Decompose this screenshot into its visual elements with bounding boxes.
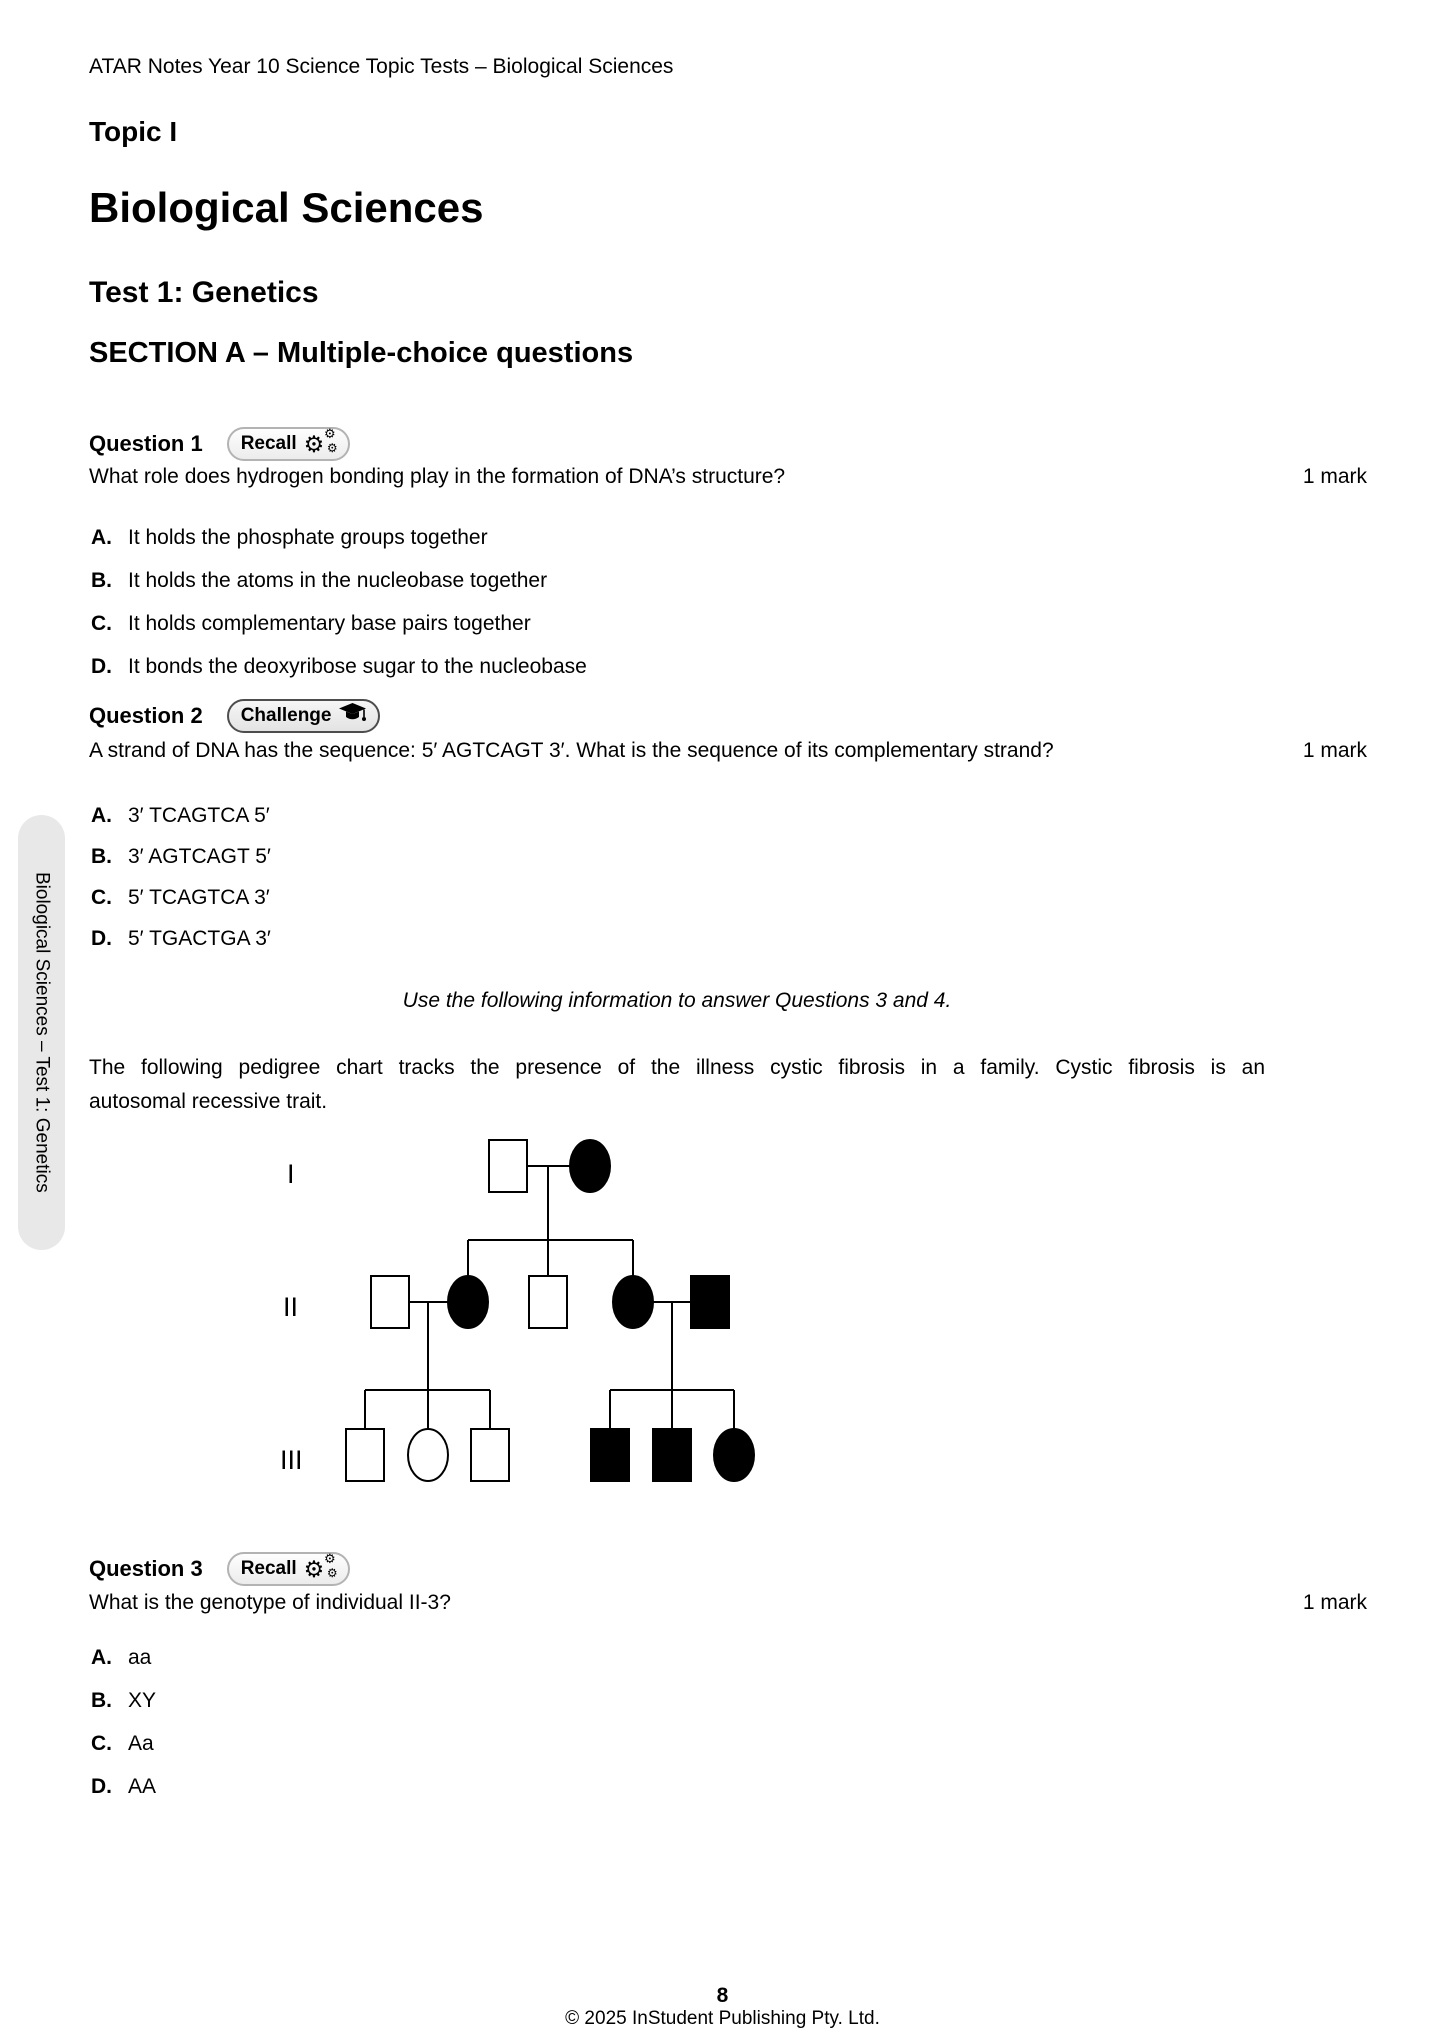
pedigree-generation-label: I [287,1159,295,1189]
stimulus-instruction: Use the following information to answer Questions 3 and 4. [402,989,952,1012]
option-label: A. [91,1646,112,1669]
option-label: C. [91,612,112,635]
option-text: It holds the atoms in the nucleobase together [128,569,548,592]
badge-label: Recall [240,433,297,454]
option-row [91,1732,154,1756]
pedigree-individual-III-5 [653,1429,691,1481]
option-label: D. [91,655,112,678]
page-title: Biological Sciences [89,184,484,231]
option-row [91,845,271,869]
option-text: Aa [128,1732,154,1755]
pedigree-individual-III-4 [591,1429,629,1481]
option-text: 5′ TGACTGA 3′ [128,927,271,950]
option-label: A. [91,804,112,827]
option-label: B. [91,569,112,592]
option-row [91,612,531,636]
question-2-marks: 1 mark [1302,739,1367,762]
option-row [91,1689,156,1713]
option-text: 3′ AGTCAGT 5′ [128,845,271,868]
option-row [91,569,547,593]
pedigree-individual-I-1 [489,1140,527,1192]
page-number: 8 [716,1984,729,2007]
option-row [91,655,587,679]
question-2-text: A strand of DNA has the sequence: 5′ AGTCAGT 3′. What is the sequence of its complementary strand? [89,739,1054,762]
page-header: ATAR Notes Year 10 Science Topic Tests – Biological Sciences [89,55,674,78]
option-row [91,1775,156,1799]
option-label: C. [91,1732,112,1755]
topic-label: Topic I [89,116,178,147]
option-text: aa [128,1646,152,1669]
stimulus-paragraph [89,1051,1265,1119]
test-subtitle: Test 1: Genetics [89,276,319,309]
pedigree-individual-III-3 [471,1429,509,1481]
question-3-heading [89,1549,350,1589]
question-2-label: Question 2 [89,703,203,728]
option-label: D. [91,927,112,950]
graduation-cap-icon [339,703,367,730]
option-row [91,886,270,910]
pedigree-individual-III-6 [714,1429,754,1481]
question-1-marks: 1 mark [1302,465,1367,488]
badge-label: Recall [240,1558,297,1579]
pedigree-individual-III-2 [408,1429,448,1481]
pedigree-chart [0,1120,1445,1520]
question-3-label: Question 3 [89,1556,203,1581]
stimulus-paragraph-line: autosomal recessive trait. [89,1090,328,1113]
challenge-badge [227,699,380,733]
option-label: B. [91,845,112,868]
option-text: It holds complementary base pairs together [128,612,531,635]
question-1-label: Question 1 [89,431,203,456]
option-text: XY [128,1689,157,1712]
question-1-heading [89,424,350,464]
recall-badge [227,1552,350,1586]
pedigree-individual-II-1 [371,1276,409,1328]
option-label: A. [91,526,112,549]
gears-icon: ⚙ ⚙ ⚙ [303,1551,338,1582]
option-label: C. [91,886,112,909]
pedigree-svg [0,1120,1445,1520]
pedigree-generation-label: III [280,1445,303,1475]
question-2-heading [89,696,380,736]
option-text: 3′ TCAGTCA 5′ [128,804,270,827]
question-1-text: What role does hydrogen bonding play in the formation of DNA’s structure? [89,465,786,488]
recall-badge [227,427,350,461]
sidebar-tab-label: Biological Sciences – Test 1: Genetics [31,872,53,1193]
option-text: 5′ TCAGTCA 3′ [128,886,270,909]
option-row [91,1646,151,1670]
option-row [91,804,270,828]
question-3-text: What is the genotype of individual II-3? [89,1591,451,1614]
pedigree-individual-II-3 [529,1276,567,1328]
copyright-notice: © 2025 InStudent Publishing Pty. Ltd. [565,2008,880,2029]
stimulus-paragraph-line: The following pedigree chart tracks the presence of the illness cystic fibrosis in a family. Cystic fibrosis is an [89,1056,1265,1079]
section-heading: SECTION A – Multiple-choice questions [89,337,634,369]
option-text: It holds the phosphate groups together [128,526,488,549]
option-text: AA [128,1775,157,1798]
option-text: It bonds the deoxyribose sugar to the nucleobase [128,655,587,678]
option-label: D. [91,1775,112,1798]
question-3-marks: 1 mark [1302,1591,1367,1614]
pedigree-individual-I-2 [570,1140,610,1192]
option-row [91,526,488,550]
gears-icon: ⚙ ⚙ ⚙ [303,426,338,457]
option-row [91,927,271,951]
option-label: B. [91,1689,112,1712]
pedigree-individual-III-1 [346,1429,384,1481]
sidebar-tab [18,815,65,1250]
pedigree-individual-II-4 [613,1276,653,1328]
badge-label: Challenge [240,705,332,726]
pedigree-generation-label: II [283,1292,299,1322]
pedigree-individual-II-2 [448,1276,488,1328]
pedigree-individual-II-5 [691,1276,729,1328]
